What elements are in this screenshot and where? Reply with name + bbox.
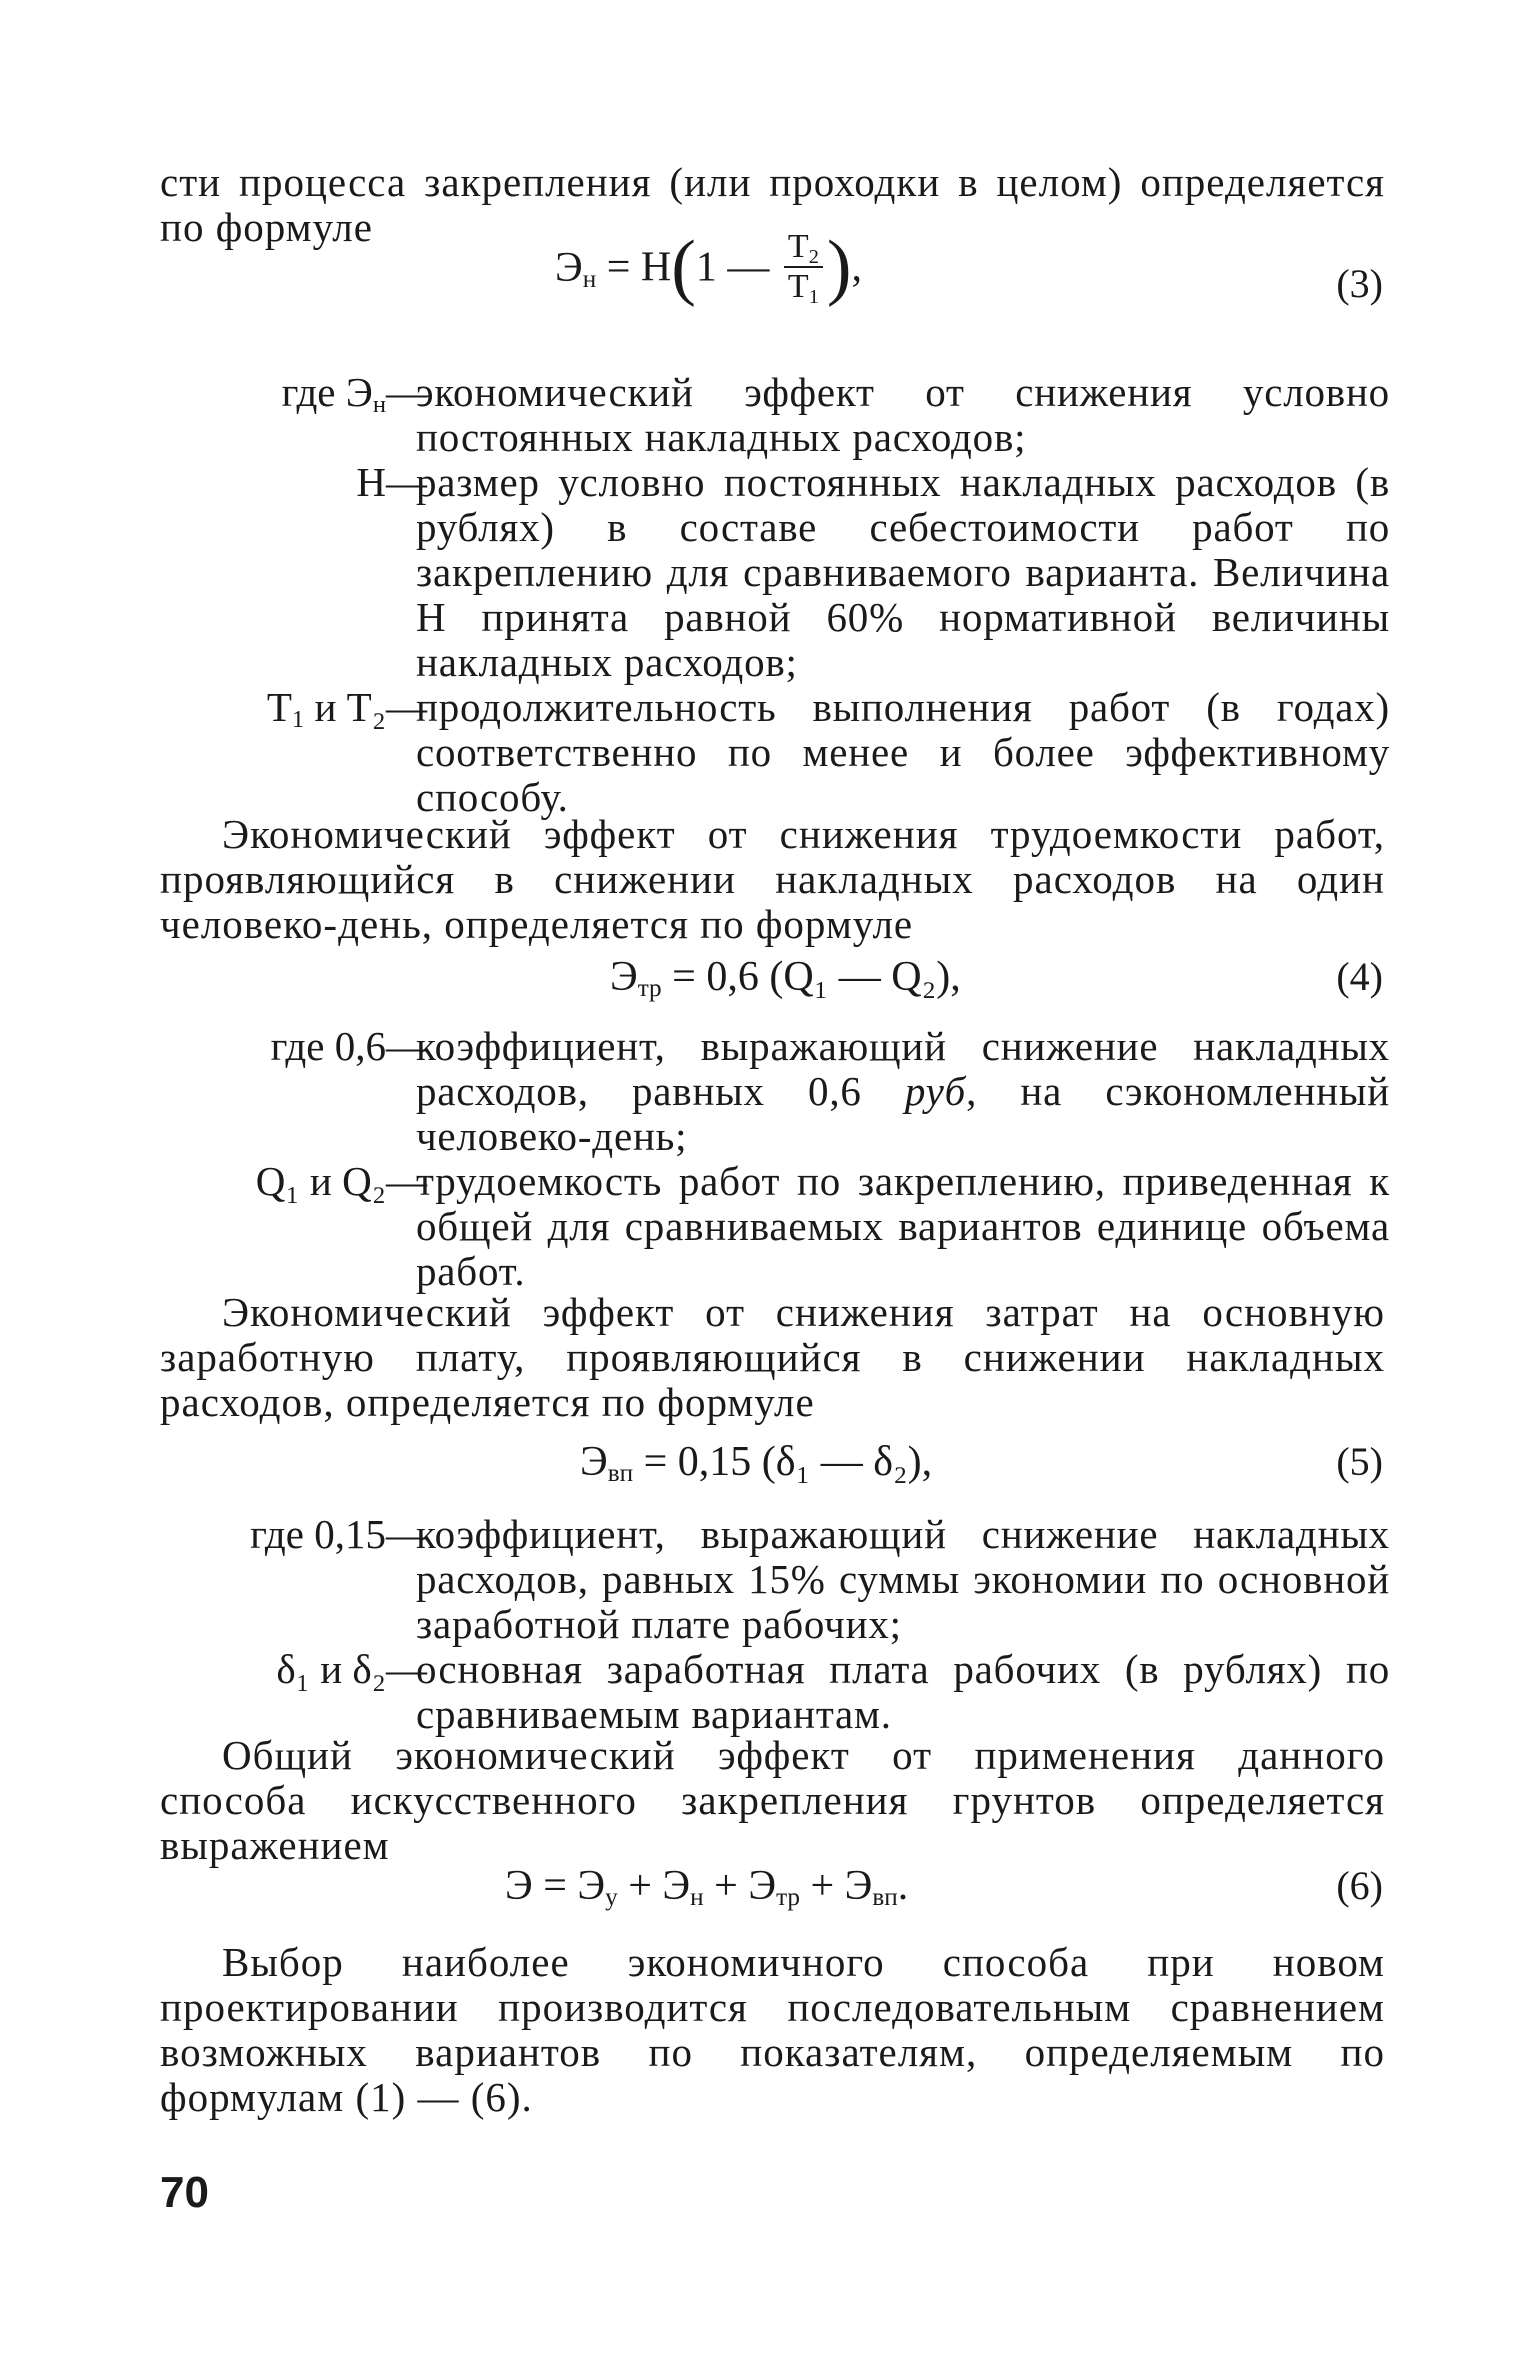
- page-number: 70: [160, 2168, 209, 2217]
- formula-5: $Э_{вп} = 0,15$ (δ₁ — δ₂),: [580, 1439, 933, 1487]
- definition-symbol: $Т_1$ и Т₂: [266, 684, 386, 733]
- definition-text: коэффициент, выражающий снижение накладных расходов, равных 15% суммы экономии по основной заработной плате рабочих;: [416, 1511, 1390, 1647]
- definition-symbol: Q₁ и Q₂: [255, 1158, 386, 1204]
- definition-symbol: где 0,6: [270, 1023, 386, 1069]
- definitions-3: [150, 370, 1390, 820]
- formula-3-one: 1 —: [695, 244, 770, 291]
- paragraph-wages: Экономический эффект от снижения затрат на основную заработную плату, проявляющийся в снижении накладных расходов, определяется по формуле: [160, 1289, 1385, 1425]
- definition-item: где 0,15 — коэффициент, выражающий снижение накладных расходов, равных 15% суммы экономии по основной заработной плате рабочих;: [150, 1512, 1390, 1647]
- formula-5-number: (5): [1336, 1439, 1383, 1484]
- formula-3: $Э_н = Н(1$ — $\frac{T_2}{T_1}$ ),: [555, 226, 863, 308]
- formula-3-fraction: $\frac{T_2}{T_1}$: [784, 228, 823, 306]
- formula-4-number: (4): [1336, 954, 1383, 999]
- definition-symbol: где 0,15: [250, 1511, 386, 1557]
- definition-item: δ₁ и δ₂ — основная заработная плата рабочих (в рублях) по сравниваемым вариантам.: [150, 1647, 1390, 1737]
- definition-text: основная заработная плата рабочих (в рублях) по сравниваемым вариантам.: [416, 1646, 1390, 1737]
- paragraph-intro: сти процесса закрепления (или проходки в целом) определяется по формуле: [160, 159, 1385, 250]
- definition-item: Н — размер условно постоянных накладных расходов (в рублях) в составе себестоимости работ по закреплению для сравниваемого варианта. Величина Н принята равной 60% нормативной величины накладных расходов;: [150, 460, 1390, 685]
- definition-text: продолжительность выполнения работ (в годах) соответственно по менее и более эффективному способу.: [416, 684, 1390, 820]
- formula-3-lhs: $Э_н$: [555, 244, 597, 293]
- formula-4: $Э_{тр} = 0,6$ (Q₁ — Q₂),: [610, 954, 961, 1002]
- definition-item: Q₁ и Q₂ — трудоемкость работ по закреплению, приведенная к общей для сравниваемых вариантов единице объема работ.: [150, 1159, 1390, 1294]
- definition-text: размер условно постоянных накладных расходов (в рублях) в составе себестоимости работ по закреплению для сравниваемого варианта. Величина Н принята равной 60% нормативной величины накладных расходов;: [416, 459, 1390, 685]
- formula-3-number: (3): [1336, 261, 1383, 306]
- definition-symbol: δ₁ и δ₂: [276, 1646, 386, 1692]
- definitions-4: [150, 1024, 1390, 1294]
- paragraph-labor: Экономический эффект от снижения трудоемкости работ, проявляющийся в снижении накладных расходов на один человеко-день, определяется по формуле: [160, 811, 1385, 947]
- definition-item: где $Э_н$ — экономический эффект от снижения условно постоянных накладных расходов;: [150, 370, 1390, 460]
- definition-item: где 0,6 — коэффициент, выражающий снижение накладных расходов, равных 0,6 руб, на сэкономленный человеко-день;: [150, 1024, 1390, 1159]
- definition-item: $Т_1$ и Т₂ — продолжительность выполнения работ (в годах) соответственно по менее и более эффективному способу.: [150, 685, 1390, 820]
- definition-symbol: где $Э_н$: [281, 369, 386, 418]
- formula-3-h: = Н: [606, 244, 672, 291]
- paragraph-choice: Выбор наиболее экономичного способа при новом проектировании производится последовательным сравнением возможных вариантов по показателям, определяемым по формулам (1) — (6).: [160, 1939, 1385, 2120]
- definition-text: трудоемкость работ по закреплению, приведенная к общей для сравниваемых вариантов единице объема работ.: [416, 1158, 1390, 1294]
- formula-6-number: (6): [1336, 1863, 1383, 1908]
- definitions-5: [150, 1512, 1390, 1737]
- paragraph-total: Общий экономический эффект от применения данного способа искусственного закрепления грунтов определяется выражением: [160, 1732, 1385, 1868]
- definition-symbol: Н: [356, 459, 386, 505]
- definition-text: экономический эффект от снижения условно постоянных накладных расходов;: [416, 369, 1390, 460]
- definition-text: коэффициент, выражающий снижение накладных расходов, равных 0,6 руб, на сэкономленный человеко-день;: [416, 1023, 1390, 1159]
- formula-6: $Э = Э_у + Э_н + Э_{тр} + Э_{вп}$.: [505, 1863, 909, 1911]
